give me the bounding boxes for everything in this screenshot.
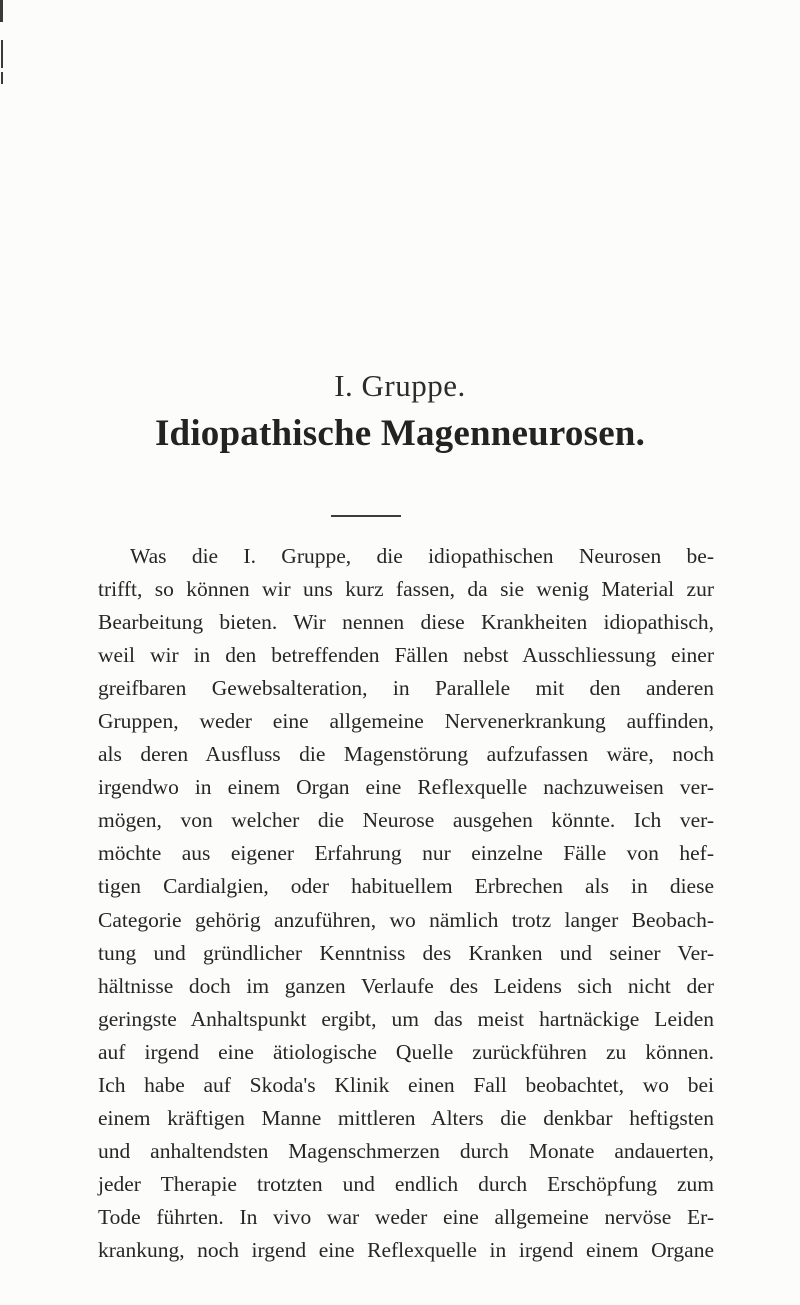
text-line: krankung, noch irgend eine Reflexquelle in irgend einem Organe [98,1237,714,1262]
text-line: Ich habe auf Skoda's Klinik einen Fall beobachtet, wo bei [98,1072,714,1097]
text-line: tung und gründlicher Kenntniss des Kranken und seiner Ver- [98,940,714,965]
text-line: tigen Cardialgien, oder habituellem Erbrechen als in diese [98,874,714,899]
text-line: hältnisse doch im ganzen Verlaufe des Leidens sich nicht der [98,973,714,998]
text-line: einem kräftigen Manne mittleren Alters die denkbar heftigsten [98,1105,714,1130]
text-line: möchte aus eigener Erfahrung nur einzelne Fälle von hef- [98,841,714,866]
binding-edge-mark [1,40,3,68]
text-line: auf irgend eine ätiologische Quelle zurückführen zu können. [98,1039,714,1064]
chapter-title: Idiopathische Magenneurosen. [154,413,646,454]
text-line: geringste Anhaltspunkt ergibt, um das meist hartnäckige Leiden [98,1006,714,1031]
text-line: irgendwo in einem Organ eine Reflexquelle nachzuweisen ver- [98,775,714,800]
text-line: Categorie gehörig anzuführen, wo nämlich trotz langer Beobach- [98,907,714,932]
text-line: Tode führten. In vivo war weder eine allgemeine nervöse Er- [98,1204,714,1229]
group-heading: I. Gruppe. [334,368,466,403]
text-line: mögen, von welcher die Neurose ausgehen könnte. Ich ver- [98,808,714,833]
text-line: Bearbeitung bieten. Wir nennen diese Krankheiten idiopathisch, [98,610,714,635]
binding-edge-mark [1,72,3,84]
binding-edge-mark [0,0,3,22]
title-divider [331,515,401,517]
text-line: jeder Therapie trotzten und endlich durch Erschöpfung zum [98,1171,714,1196]
text-line: Was die I. Gruppe, die idiopathischen Neurosen be- [130,544,714,568]
text-line: weil wir in den betreffenden Fällen nebst Ausschliessung einer [98,643,714,668]
body-paragraph [98,540,714,1267]
text-line: trifft, so können wir uns kurz fassen, da sie wenig Material zur [98,577,714,602]
text-line: Gruppen, weder eine allgemeine Nervenerkrankung auffinden, [98,709,714,734]
text-line: als deren Ausfluss die Magenstörung aufzufassen wäre, noch [98,742,714,767]
text-line: greifbaren Gewebsalteration, in Parallele mit den anderen [98,676,714,701]
text-line: und anhaltendsten Magenschmerzen durch Monate andauerten, [98,1138,714,1163]
